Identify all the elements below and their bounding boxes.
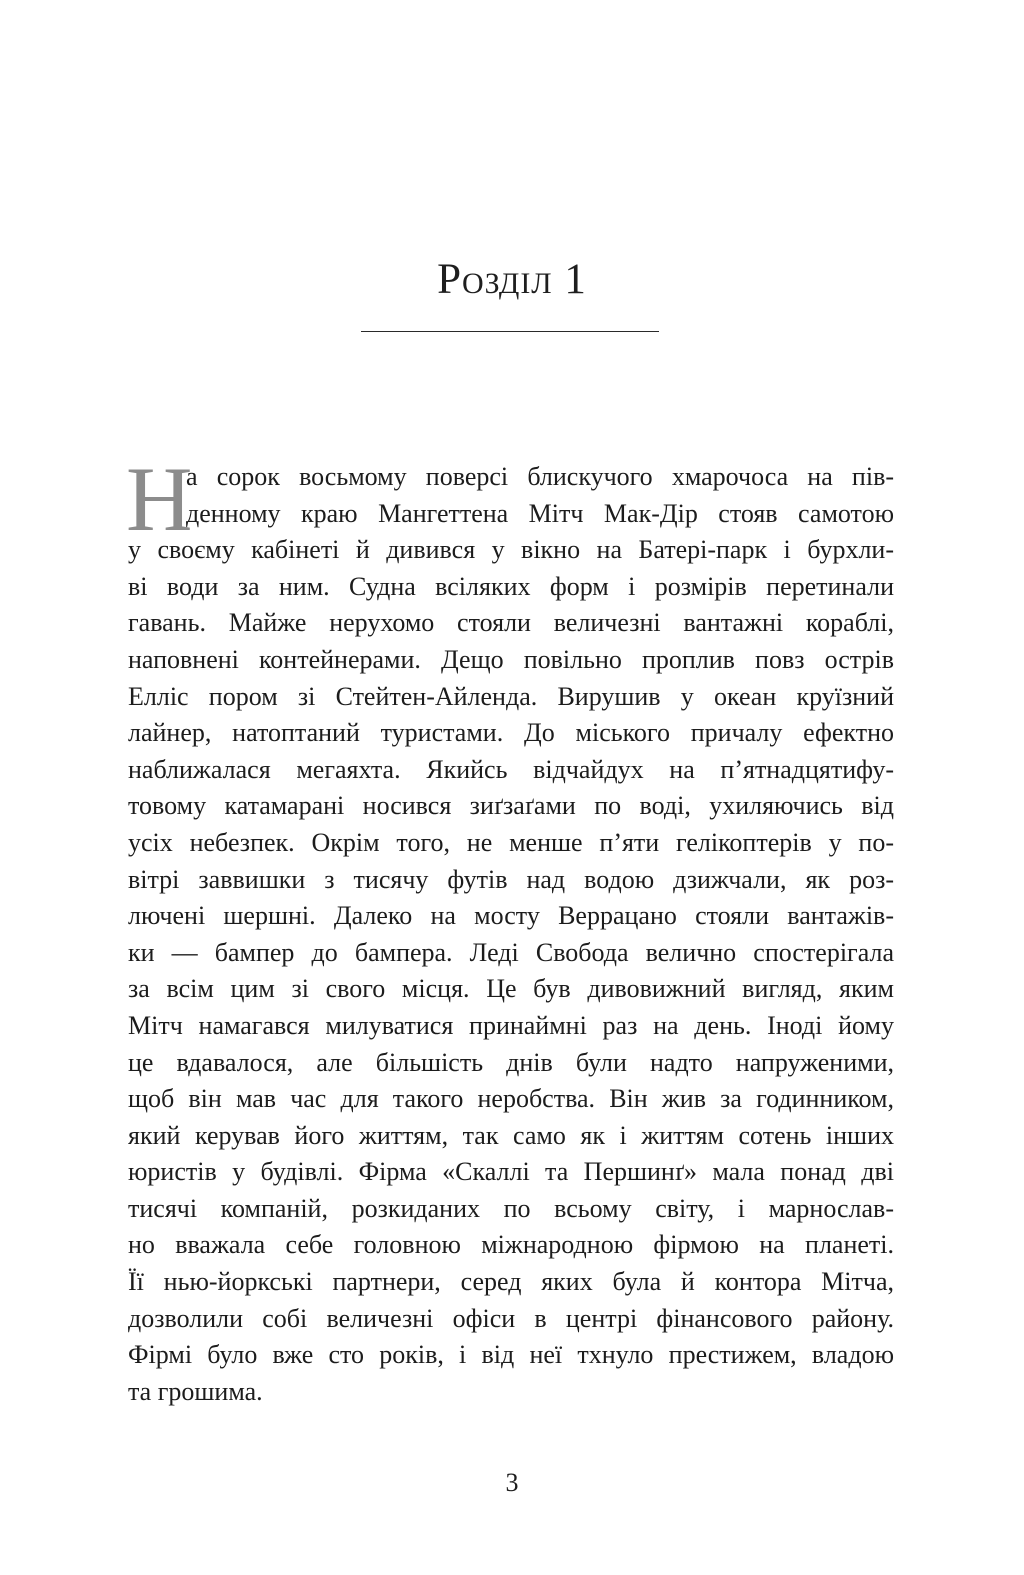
text-line: лайнер, натоптаний туристами. До міського причалу ефектно — [128, 718, 894, 748]
text-line: а сорок восьмому поверсі блискучого хмарочоса на пів- — [186, 462, 894, 491]
text-line: вітрі заввишки з тисячу футів над водою дзижчали, як роз- — [128, 864, 894, 894]
text-line: Елліс пором зі Стейтен-Айленда. Вирушив у океан круїзний — [128, 681, 894, 711]
text-line: Її нью-йоркські партнери, серед яких була й контора Мітча, — [128, 1267, 894, 1297]
title-rule — [361, 331, 659, 332]
text-line: лючені шершні. Далеко на мосту Веррацано стояли вантажів- — [128, 901, 894, 931]
text-line: усіх небезпек. Окрім того, не менше п’яти гелікоптерів у по- — [128, 827, 894, 857]
text-line: ки — бампер до бампера. Леді Свобода велично спостерігала — [128, 937, 894, 967]
text-line: дозволили собі величезні офіси в центрі фінансового району. — [128, 1303, 894, 1333]
text-line: та грошима. — [128, 1376, 263, 1406]
text-line: за всім цим зі свого місця. Це був дивовижний вигляд, яким — [128, 974, 894, 1004]
text-line: Мітч намагався милуватися принаймні раз на день. Іноді йому — [128, 1010, 894, 1040]
text-line: тисячі компаній, розкиданих по всьому світу, і марнослав- — [128, 1193, 894, 1223]
text-line: юристів у будівлі. Фірма «Скаллі та Першинґ» мала понад дві — [128, 1157, 894, 1187]
chapter-body — [126, 448, 894, 1410]
chapter-title: Розділ 1 — [437, 256, 587, 303]
drop-cap: Н — [126, 448, 193, 550]
text-line: наближалася мегаяхта. Якийсь відчайдух на п’ятнадцятифу- — [128, 754, 894, 784]
paragraph-lines — [126, 448, 894, 1410]
text-line: денному краю Мангеттена Мітч Мак-Дір стояв самотою — [186, 498, 894, 528]
text-line: гавань. Майже нерухомо стояли величезні вантажні кораблі, — [128, 608, 894, 638]
text-line: ві води за ним. Судна всіляких форм і розмірів перетинали — [128, 571, 894, 601]
text-line: наповнені контейнерами. Дещо повільно проплив повз острів — [128, 644, 894, 674]
page-number: 3 — [505, 1468, 519, 1497]
text-line: но вважала себе головною міжнародною фірмою на планеті. — [128, 1230, 894, 1260]
text-line: щоб він мав час для такого неробства. Він жив за годинником, — [128, 1084, 894, 1114]
text-line: Фірмі було вже сто років, і від неї тхнуло престижем, владою — [128, 1340, 894, 1370]
text-line: у своєму кабінеті й дивився у вікно на Батері-парк і бурхли- — [128, 535, 894, 565]
text-line: який керував його життям, так само як і життям сотень інших — [128, 1120, 894, 1150]
text-line: це вдавалося, але більшість днів були надто напруженими, — [128, 1047, 894, 1077]
text-line: товому катамарані носився зиґзаґами по воді, ухиляючись від — [128, 791, 894, 821]
